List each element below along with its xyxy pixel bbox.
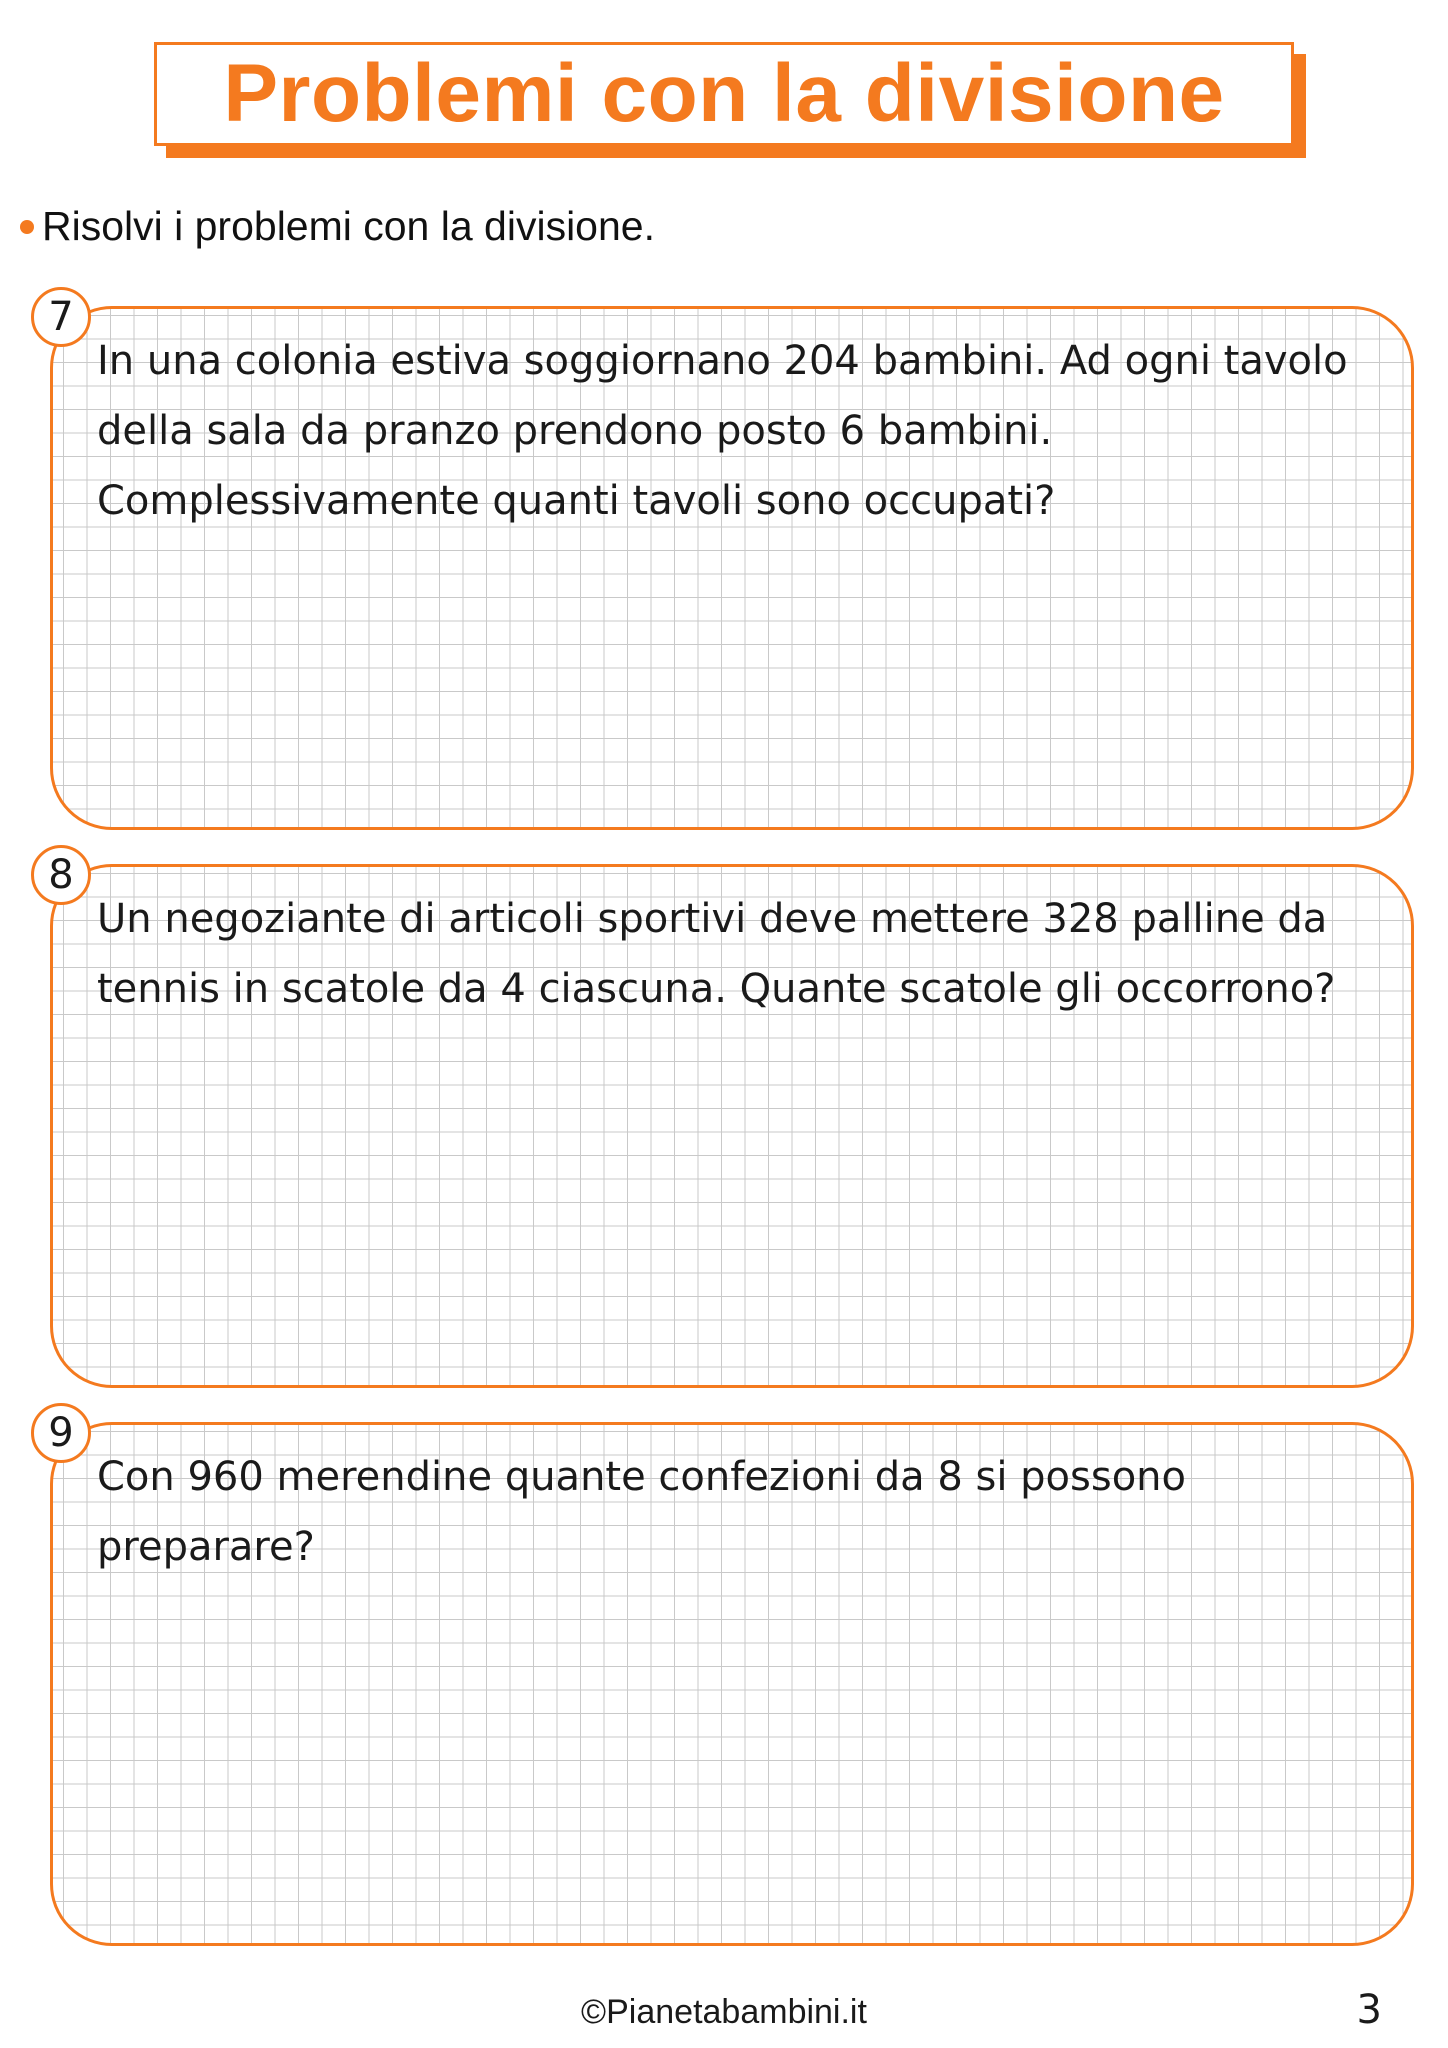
problem-card-8 (48, 852, 1414, 1388)
problem-text: Con 960 merendine quante confezioni da 8 si possono preparare? (97, 1454, 1186, 1570)
problem-text: Un negoziante di articoli sportivi deve mettere 328 palline da tennis in scatole da 4 ciascuna. Quante scatole gli occorrono? (97, 896, 1336, 1012)
copyright-icon: © (581, 1993, 607, 2031)
site-name: Pianetabambini.it (606, 1993, 867, 2031)
problem-card-7 (48, 294, 1414, 830)
problem-number-badge: 8 (31, 845, 91, 905)
footer-credit (0, 1995, 1448, 2029)
problem-text: In una colonia estiva soggiornano 204 bambini. Ad ogni tavolo della sala da pranzo prendono posto 6 bambini. Complessivamente quanti tavoli sono occupati? (97, 338, 1348, 524)
problem-number-badge: 9 (31, 1403, 91, 1463)
instruction-text: Risolvi i problemi con la divisione. (42, 203, 655, 249)
problem-number-badge: 7 (31, 287, 91, 347)
problem-card-9 (48, 1410, 1414, 1946)
bullet-icon (20, 220, 34, 234)
title-banner (154, 42, 1294, 146)
page-title: Problemi con la divisione (223, 48, 1225, 139)
page-number: 3 (1356, 1987, 1382, 2033)
instruction (20, 203, 655, 249)
